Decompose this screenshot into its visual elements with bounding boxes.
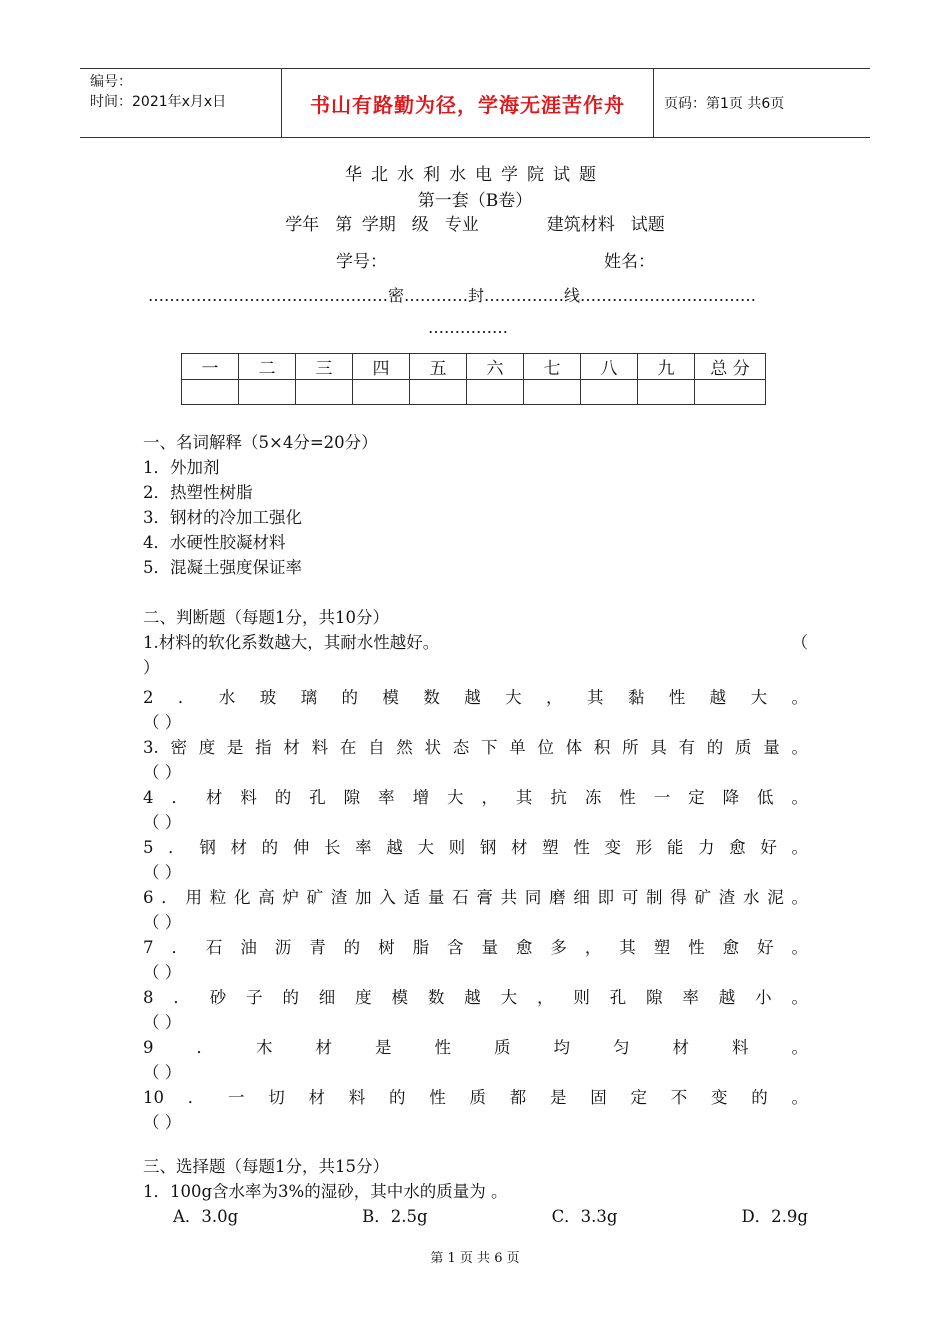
list-item: 1．外加剂 [143, 458, 220, 477]
page-header [80, 68, 870, 138]
header-motto-cell [281, 69, 654, 137]
option-a[interactable]: A．3.0g [173, 1207, 239, 1226]
serial-label: 编号： [90, 74, 132, 90]
section-multiple-choice [143, 1154, 808, 1229]
list-item: 2．热塑性树脂 [143, 483, 253, 502]
score-header-cell: 二 [239, 354, 296, 380]
school-title: 华北水利水电学院试题 [345, 165, 605, 185]
exam-label: 试题 [630, 215, 665, 235]
option-d[interactable]: D．2.9g [741, 1207, 808, 1226]
term-label: 第 学期 [335, 215, 396, 235]
score-header-row [182, 354, 766, 380]
score-header-cell: 三 [296, 354, 353, 380]
answer-blank[interactable]: （ ） [143, 813, 182, 832]
question-text: 2．水玻璃的模数越大，其黏性越大。 [143, 688, 808, 707]
section-heading: 一、名词解释（5×4分=20分） [143, 433, 378, 452]
score-header-cell: 四 [353, 354, 410, 380]
exam-subtitle [0, 210, 950, 235]
grade-label: 级 [411, 215, 429, 235]
student-id-label: 学号： [336, 252, 387, 272]
question-text: 5．钢材的伸长率越大则钢材塑性变形能力愈好。 [143, 838, 808, 857]
score-value-row [182, 380, 766, 405]
score-cell[interactable] [182, 380, 239, 405]
section-heading: 三、选择题（每题1分，共15分） [143, 1157, 389, 1176]
list-item: 5．混凝土强度保证率 [143, 558, 302, 577]
page-footer: 第 1 页 共 6 页 [430, 1251, 520, 1266]
question-1 [143, 630, 808, 655]
major-label: 专业 [444, 215, 479, 235]
question-text: 10．一切材料的性质都是固定不变的。 [143, 1088, 808, 1107]
score-cell[interactable] [239, 380, 296, 405]
section-true-false [143, 605, 808, 1135]
section-heading: 二、判断题（每题1分，共10分） [143, 608, 389, 627]
exam-set: 第一套（B卷） [417, 191, 533, 211]
score-cell[interactable] [638, 380, 695, 405]
list-item: 3．钢材的冷加工强化 [143, 508, 302, 527]
answer-blank[interactable]: （ ） [143, 863, 182, 882]
year-label: 学年 [285, 215, 320, 235]
score-cell[interactable] [410, 380, 467, 405]
score-cell[interactable] [524, 380, 581, 405]
score-cell[interactable] [581, 380, 638, 405]
question-text: 1.材料的软化系数越大，其耐水性越好。 [143, 633, 440, 652]
section-term-definitions [143, 430, 808, 580]
score-header-cell: 八 [581, 354, 638, 380]
score-cell[interactable] [695, 380, 766, 405]
score-header-cell: 六 [467, 354, 524, 380]
motto-text: 书山有路勤为径，学海无涯苦作舟 [310, 92, 625, 117]
question-text: 9．木材是性质均匀材料。 [143, 1038, 808, 1057]
score-cell[interactable] [467, 380, 524, 405]
answer-blank[interactable]: （ ） [143, 763, 182, 782]
answer-paren-open: （ [791, 633, 808, 652]
header-meta [80, 69, 281, 137]
score-header-cell: 一 [182, 354, 239, 380]
answer-blank[interactable]: （ ） [143, 713, 182, 732]
question-text: 6．用粒化高炉矿渣加入适量石膏共同磨细即可制得矿渣水泥。 [143, 888, 808, 907]
question-text: 3.密度是指材料在自然状态下单位体积所具有的质量。 [143, 738, 808, 757]
option-b[interactable]: B．2.5g [362, 1207, 428, 1226]
answer-blank[interactable]: （ ） [143, 1063, 182, 1082]
question-text: 8．砂子的细度模数越大，则孔隙率越小。 [143, 988, 808, 1007]
seal-line: ………………………………………密…………封……………线…………………………… [148, 286, 756, 305]
answer-paren-close: ） [143, 658, 160, 677]
option-c[interactable]: C．3.3g [551, 1207, 618, 1226]
question-text: 1．100g含水率为3%的湿砂，其中水的质量为 。 [143, 1182, 508, 1201]
answer-options [143, 1204, 808, 1229]
course-name: 建筑材料 [546, 215, 615, 235]
seal-line-continued: …………… [428, 318, 508, 337]
answer-blank[interactable]: （ ） [143, 963, 182, 982]
page-number-cell [654, 69, 870, 137]
answer-blank[interactable]: （ ） [143, 1013, 182, 1032]
list-item: 4．水硬性胶凝材料 [143, 533, 286, 552]
score-header-cell: 五 [410, 354, 467, 380]
answer-blank[interactable]: （ ） [143, 1113, 182, 1132]
date-label: 时间：2021年x月x日 [90, 94, 227, 110]
score-table [181, 353, 766, 405]
question-text: 4．材料的孔隙率增大，其抗冻性一定降低。 [143, 788, 808, 807]
answer-blank[interactable]: （ ） [143, 913, 182, 932]
score-header-cell: 七 [524, 354, 581, 380]
score-header-cell: 总 分 [695, 354, 766, 380]
score-cell[interactable] [353, 380, 410, 405]
score-header-cell: 九 [638, 354, 695, 380]
question-text: 7．石油沥青的树脂含量愈多，其塑性愈好。 [143, 938, 808, 957]
student-name-label: 姓名： [604, 252, 655, 272]
page-number: 页码：第1页 共6页 [664, 96, 785, 112]
score-cell[interactable] [296, 380, 353, 405]
